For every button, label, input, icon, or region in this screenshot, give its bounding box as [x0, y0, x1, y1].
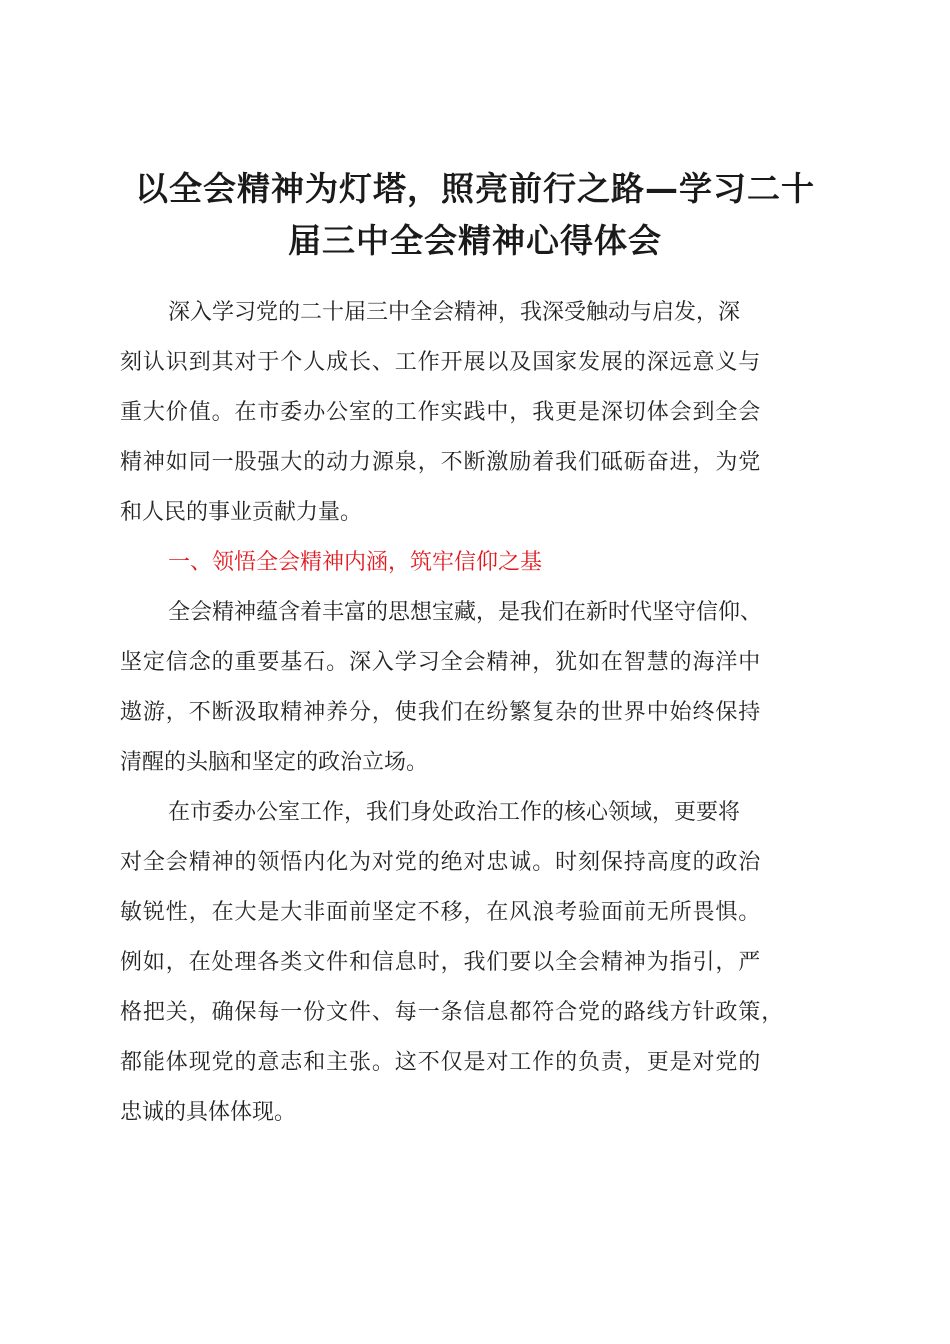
paragraph-1-line-1: 深入学习党的二十届三中全会精神，我深受触动与启发，深	[168, 300, 741, 325]
paragraph-3-line-7: 忠诚的具体体现。	[120, 1100, 297, 1125]
paragraph-3-line-3: 敏锐性，在大是大非面前坚定不移，在风浪考验面前无所畏惧。	[120, 900, 762, 925]
paragraph-2-line-3: 遨游，不断汲取精神养分，使我们在纷繁复杂的世界中始终保持	[120, 700, 762, 725]
paragraph-3-line-2: 对全会精神的领悟内化为对党的绝对忠诚。时刻保持高度的政治	[120, 850, 762, 875]
paragraph-1-line-2: 刻认识到其对于个人成长、工作开展以及国家发展的深远意义与	[120, 350, 762, 375]
paragraph-3-line-4: 例如，在处理各类文件和信息时，我们要以全会精神为指引，严	[120, 950, 762, 975]
paragraph-2-line-1: 全会精神蕴含着丰富的思想宝藏，是我们在新时代坚守信仰、	[168, 600, 763, 625]
paragraph-3-line-6: 都能体现党的意志和主张。这不仅是对工作的负责，更是对党的	[120, 1050, 762, 1075]
paragraph-1-line-3: 重大价值。在市委办公室的工作实践中，我更是深切体会到全会	[120, 400, 762, 425]
section-heading-1: 一、领悟全会精神内涵，筑牢信仰之基	[168, 550, 543, 575]
paragraph-2-line-4: 清醒的头脑和坚定的政治立场。	[120, 750, 429, 775]
paragraph-3-line-5: 格把关，确保每一份文件、每一条信息都符合党的路线方针政策，	[120, 1000, 785, 1025]
paragraph-3-line-1: 在市委办公室工作，我们身处政治工作的核心领域，更要将	[168, 800, 741, 825]
document-title-line-1: 以全会精神为灯塔，照亮前行之路—学习二十	[135, 169, 815, 208]
document-title-line-2: 届三中全会精神心得体会	[288, 221, 662, 260]
paragraph-1-line-4: 精神如同一股强大的动力源泉，不断激励着我们砥砺奋进，为党	[120, 450, 762, 475]
paragraph-1-line-5: 和人民的事业贡献力量。	[120, 500, 363, 525]
paragraph-2-line-2: 坚定信念的重要基石。深入学习全会精神，犹如在智慧的海洋中	[120, 650, 762, 675]
